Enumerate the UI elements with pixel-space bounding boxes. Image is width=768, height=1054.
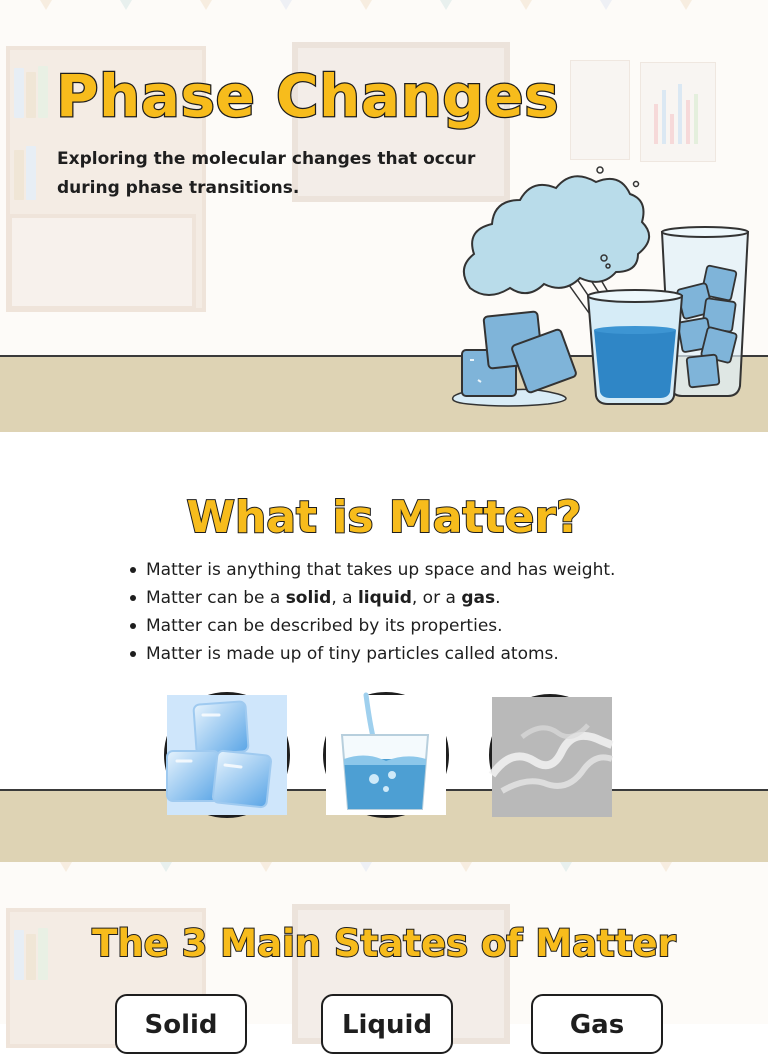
slide-phase-changes	[0, 0, 768, 432]
list-item: Matter is made up of tiny particles called atoms.	[130, 640, 690, 668]
bullet-dot	[130, 651, 136, 657]
section-title-three-states: The 3 Main States of Matter	[92, 922, 676, 965]
state-button-liquid[interactable]: Liquid	[321, 994, 453, 1054]
gas-smoke-photo	[489, 694, 611, 816]
matter-bullet-list	[130, 556, 690, 668]
list-item: Matter can be described by its properties.	[130, 612, 690, 640]
page-title: Phase Changes	[56, 62, 560, 130]
bullet-dot	[130, 595, 136, 601]
list-item: Matter is anything that takes up space and has weight.	[130, 556, 690, 584]
bullet-dot	[130, 623, 136, 629]
liquid-water-photo	[323, 692, 449, 818]
bullet-dot	[130, 567, 136, 573]
phase-change-illustration	[448, 160, 768, 410]
slide-what-is-matter	[0, 432, 768, 862]
list-item: Matter can be a solid, a liquid, or a gas.	[130, 584, 690, 612]
page-subtitle: Exploring the molecular changes that occur during phase transitions.	[57, 149, 476, 198]
state-button-solid[interactable]: Solid	[115, 994, 247, 1054]
slide-three-states	[0, 862, 768, 1040]
solid-ice-photo	[164, 692, 290, 818]
section-title-what-is-matter: What is Matter?	[186, 492, 582, 543]
state-button-gas[interactable]: Gas	[531, 994, 663, 1054]
